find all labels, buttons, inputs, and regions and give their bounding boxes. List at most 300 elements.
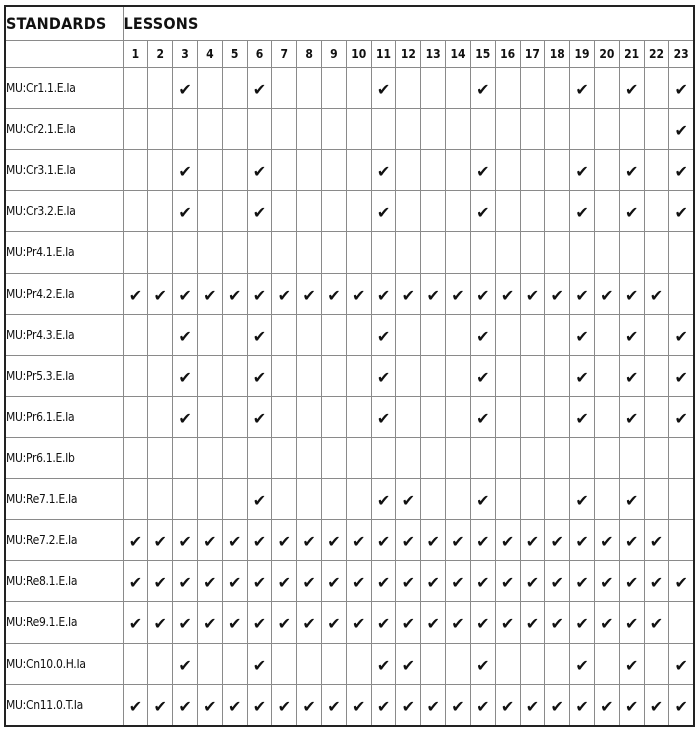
lesson-cell-11	[371, 191, 396, 232]
standard-label: MU:Re7.1.E.Ia	[5, 479, 123, 520]
lesson-cell-22	[644, 232, 669, 273]
lesson-number-1: 1	[123, 41, 148, 68]
check-mark-icon: ✔	[352, 285, 366, 305]
lesson-cell-3	[173, 643, 198, 684]
lesson-cell-6	[247, 520, 272, 561]
check-mark-icon: ✔	[451, 532, 465, 552]
check-mark-icon: ✔	[674, 367, 688, 387]
lesson-cell-6	[247, 479, 272, 520]
lesson-cell-14	[446, 68, 471, 109]
lesson-cell-16	[495, 602, 520, 643]
lesson-cell-20	[594, 355, 619, 396]
check-mark-icon: ✔	[674, 326, 688, 346]
lesson-cell-13	[421, 314, 446, 355]
lesson-cell-8	[297, 355, 322, 396]
lesson-cell-21	[619, 355, 644, 396]
lesson-cell-11	[371, 396, 396, 437]
lesson-cell-17	[520, 602, 545, 643]
lesson-cell-5	[222, 109, 247, 150]
lesson-cell-3	[173, 191, 198, 232]
lesson-cell-15	[470, 479, 495, 520]
lesson-cell-8	[297, 150, 322, 191]
check-mark-icon: ✔	[352, 696, 366, 716]
lesson-cell-1	[123, 273, 148, 314]
lesson-cell-21	[619, 479, 644, 520]
check-mark-icon: ✔	[401, 285, 416, 305]
lesson-cell-9	[322, 396, 347, 437]
check-mark-icon: ✔	[575, 285, 589, 305]
check-mark-icon: ✔	[227, 285, 242, 305]
lesson-cell-3	[173, 150, 198, 191]
check-mark-icon: ✔	[649, 285, 664, 305]
lesson-cell-4	[197, 355, 222, 396]
check-mark-icon: ✔	[476, 573, 490, 593]
lesson-number-15: 15	[470, 41, 495, 68]
lesson-cell-19	[570, 232, 595, 273]
lesson-cell-11	[371, 232, 396, 273]
check-mark-icon: ✔	[376, 367, 391, 387]
standard-label: MU:Cr1.1.E.Ia	[5, 68, 123, 109]
standard-label: MU:Pr4.1.E.Ia	[5, 232, 123, 273]
lesson-cell-9	[322, 684, 347, 726]
lesson-cell-18	[545, 602, 570, 643]
lesson-cell-19	[570, 561, 595, 602]
check-mark-icon: ✔	[178, 367, 192, 387]
lesson-cell-6	[247, 643, 272, 684]
lesson-cell-22	[644, 684, 669, 726]
check-mark-icon: ✔	[178, 326, 192, 346]
lesson-cell-14	[446, 150, 471, 191]
lesson-cell-3	[173, 479, 198, 520]
lesson-cell-12	[396, 191, 421, 232]
check-mark-icon: ✔	[203, 614, 217, 634]
lesson-cell-15	[470, 150, 495, 191]
lesson-cell-1	[123, 396, 148, 437]
standard-label: MU:Cr2.1.E.Ia	[5, 109, 123, 150]
lesson-cell-11	[371, 150, 396, 191]
standard-label: MU:Cn10.0.H.Ia	[5, 643, 123, 684]
lesson-cell-22	[644, 109, 669, 150]
lesson-cell-23	[669, 520, 694, 561]
lesson-cell-3	[173, 396, 198, 437]
lesson-cell-2	[148, 109, 173, 150]
lesson-cell-18	[545, 150, 570, 191]
check-mark-icon: ✔	[476, 285, 490, 305]
lesson-cell-17	[520, 684, 545, 726]
table-row	[5, 232, 694, 273]
lesson-cell-8	[297, 437, 322, 478]
check-mark-icon: ✔	[227, 573, 242, 593]
lesson-cell-6	[247, 561, 272, 602]
check-mark-icon: ✔	[575, 162, 589, 182]
lesson-cell-2	[148, 602, 173, 643]
lesson-cell-22	[644, 479, 669, 520]
check-mark-icon: ✔	[575, 696, 589, 716]
standard-label: MU:Pr4.2.E.Ia	[5, 273, 123, 314]
check-mark-icon: ✔	[600, 573, 614, 593]
check-mark-icon: ✔	[575, 80, 589, 100]
lesson-cell-15	[470, 684, 495, 726]
check-mark-icon: ✔	[525, 285, 540, 305]
lesson-cell-14	[446, 109, 471, 150]
lesson-cell-9	[322, 273, 347, 314]
table-row	[5, 561, 694, 602]
check-mark-icon: ✔	[674, 573, 688, 593]
lesson-cell-10	[346, 191, 371, 232]
check-mark-icon: ✔	[476, 532, 490, 552]
lesson-cell-9	[322, 314, 347, 355]
lesson-cell-3	[173, 602, 198, 643]
lesson-cell-6	[247, 437, 272, 478]
lesson-cell-7	[272, 602, 297, 643]
check-mark-icon: ✔	[550, 573, 564, 593]
lesson-cell-18	[545, 479, 570, 520]
check-mark-icon: ✔	[153, 573, 167, 593]
lesson-cell-1	[123, 150, 148, 191]
check-mark-icon: ✔	[153, 696, 167, 716]
lesson-cell-10	[346, 68, 371, 109]
check-mark-icon: ✔	[500, 285, 515, 305]
check-mark-icon: ✔	[624, 326, 639, 346]
check-mark-icon: ✔	[550, 285, 564, 305]
lesson-cell-9	[322, 191, 347, 232]
lesson-cell-17	[520, 68, 545, 109]
check-mark-icon: ✔	[277, 532, 291, 552]
lesson-cell-10	[346, 643, 371, 684]
lesson-cell-20	[594, 191, 619, 232]
table-body	[5, 68, 694, 727]
lesson-cell-12	[396, 520, 421, 561]
lesson-cell-7	[272, 150, 297, 191]
lesson-cell-13	[421, 396, 446, 437]
lesson-cell-15	[470, 643, 495, 684]
check-mark-icon: ✔	[624, 614, 639, 634]
lesson-cell-5	[222, 643, 247, 684]
check-mark-icon: ✔	[128, 614, 143, 634]
lesson-cell-19	[570, 479, 595, 520]
lesson-cell-11	[371, 602, 396, 643]
lesson-cell-22	[644, 643, 669, 684]
lesson-cell-3	[173, 561, 198, 602]
check-mark-icon: ✔	[327, 532, 341, 552]
check-mark-icon: ✔	[476, 367, 490, 387]
lesson-cell-10	[346, 273, 371, 314]
check-mark-icon: ✔	[178, 532, 192, 552]
lesson-cell-1	[123, 437, 148, 478]
lesson-cell-15	[470, 437, 495, 478]
lesson-cell-14	[446, 520, 471, 561]
check-mark-icon: ✔	[550, 696, 564, 716]
check-mark-icon: ✔	[376, 655, 391, 675]
lesson-cell-16	[495, 68, 520, 109]
check-mark-icon: ✔	[674, 80, 688, 100]
table-row	[5, 355, 694, 396]
check-mark-icon: ✔	[575, 532, 589, 552]
lesson-cell-5	[222, 437, 247, 478]
lesson-cell-12	[396, 437, 421, 478]
table-row	[5, 643, 694, 684]
lesson-cell-14	[446, 684, 471, 726]
check-mark-icon: ✔	[327, 614, 341, 634]
lesson-cell-7	[272, 109, 297, 150]
check-mark-icon: ✔	[575, 573, 589, 593]
lesson-cell-2	[148, 314, 173, 355]
check-mark-icon: ✔	[600, 532, 614, 552]
lesson-cell-9	[322, 109, 347, 150]
check-mark-icon: ✔	[327, 285, 341, 305]
lesson-cell-22	[644, 355, 669, 396]
lesson-cell-14	[446, 396, 471, 437]
lesson-cell-18	[545, 437, 570, 478]
lesson-cell-9	[322, 520, 347, 561]
lesson-cell-1	[123, 355, 148, 396]
lesson-cell-22	[644, 520, 669, 561]
check-mark-icon: ✔	[451, 285, 465, 305]
check-mark-icon: ✔	[476, 614, 490, 634]
lesson-cell-6	[247, 109, 272, 150]
lesson-cell-21	[619, 561, 644, 602]
lesson-cell-10	[346, 684, 371, 726]
check-mark-icon: ✔	[153, 614, 167, 634]
lesson-cell-4	[197, 314, 222, 355]
check-mark-icon: ✔	[352, 532, 366, 552]
lesson-cell-1	[123, 643, 148, 684]
lesson-cell-12	[396, 396, 421, 437]
lesson-cell-20	[594, 561, 619, 602]
lesson-cell-12	[396, 602, 421, 643]
lesson-cell-11	[371, 437, 396, 478]
check-mark-icon: ✔	[252, 696, 267, 716]
lesson-cell-7	[272, 355, 297, 396]
check-mark-icon: ✔	[476, 203, 490, 223]
check-mark-icon: ✔	[624, 203, 639, 223]
check-mark-icon: ✔	[674, 408, 688, 428]
lesson-cell-15	[470, 314, 495, 355]
lesson-cell-5	[222, 684, 247, 726]
table-row	[5, 437, 694, 478]
lesson-cell-19	[570, 684, 595, 726]
lesson-cell-2	[148, 355, 173, 396]
lesson-cell-13	[421, 273, 446, 314]
lesson-cell-20	[594, 314, 619, 355]
check-mark-icon: ✔	[178, 573, 192, 593]
check-mark-icon: ✔	[525, 614, 540, 634]
lesson-cell-10	[346, 561, 371, 602]
check-mark-icon: ✔	[575, 614, 589, 634]
check-mark-icon: ✔	[252, 162, 267, 182]
check-mark-icon: ✔	[451, 573, 465, 593]
lesson-cell-3	[173, 684, 198, 726]
lesson-cell-9	[322, 68, 347, 109]
lesson-cell-2	[148, 232, 173, 273]
lesson-cell-1	[123, 68, 148, 109]
check-mark-icon: ✔	[500, 573, 515, 593]
lesson-cell-15	[470, 232, 495, 273]
lesson-cell-14	[446, 602, 471, 643]
lesson-cell-18	[545, 191, 570, 232]
lesson-number-20: 20	[594, 41, 619, 68]
check-mark-icon: ✔	[575, 408, 589, 428]
lesson-cell-19	[570, 109, 595, 150]
lesson-cell-17	[520, 437, 545, 478]
check-mark-icon: ✔	[302, 696, 316, 716]
lesson-cell-12	[396, 232, 421, 273]
lesson-cell-16	[495, 191, 520, 232]
lesson-cell-2	[148, 561, 173, 602]
lesson-cell-13	[421, 643, 446, 684]
check-mark-icon: ✔	[376, 408, 391, 428]
lesson-cell-13	[421, 191, 446, 232]
lesson-cell-1	[123, 561, 148, 602]
check-mark-icon: ✔	[128, 696, 143, 716]
check-mark-icon: ✔	[178, 614, 192, 634]
lesson-cell-20	[594, 684, 619, 726]
lesson-cell-3	[173, 109, 198, 150]
check-mark-icon: ✔	[600, 614, 614, 634]
check-mark-icon: ✔	[426, 532, 440, 552]
check-mark-icon: ✔	[575, 367, 589, 387]
lesson-cell-5	[222, 602, 247, 643]
check-mark-icon: ✔	[327, 696, 341, 716]
check-mark-icon: ✔	[624, 491, 639, 511]
lesson-cell-17	[520, 273, 545, 314]
lesson-cell-3	[173, 68, 198, 109]
lesson-cell-21	[619, 684, 644, 726]
lesson-cell-1	[123, 479, 148, 520]
lesson-cell-11	[371, 68, 396, 109]
lesson-cell-22	[644, 273, 669, 314]
lesson-cell-20	[594, 68, 619, 109]
lesson-cell-12	[396, 479, 421, 520]
check-mark-icon: ✔	[252, 491, 267, 511]
check-mark-icon: ✔	[674, 121, 688, 141]
lessons-heading: LESSONS	[123, 6, 694, 41]
lesson-cell-18	[545, 520, 570, 561]
lesson-cell-12	[396, 314, 421, 355]
lesson-cell-3	[173, 314, 198, 355]
standard-label: MU:Re8.1.E.Ia	[5, 561, 123, 602]
lesson-cell-20	[594, 643, 619, 684]
lesson-cell-21	[619, 314, 644, 355]
lesson-cell-7	[272, 437, 297, 478]
lesson-cell-16	[495, 109, 520, 150]
table-row	[5, 479, 694, 520]
lesson-cell-21	[619, 273, 644, 314]
lesson-cell-7	[272, 643, 297, 684]
lesson-cell-12	[396, 109, 421, 150]
lesson-cell-11	[371, 479, 396, 520]
lesson-cell-15	[470, 191, 495, 232]
lesson-cell-6	[247, 191, 272, 232]
lesson-cell-6	[247, 68, 272, 109]
table-row	[5, 150, 694, 191]
lesson-cell-7	[272, 273, 297, 314]
check-mark-icon: ✔	[600, 696, 614, 716]
lesson-cell-4	[197, 520, 222, 561]
lesson-cell-16	[495, 684, 520, 726]
check-mark-icon: ✔	[376, 532, 391, 552]
lesson-cell-10	[346, 437, 371, 478]
lesson-cell-16	[495, 232, 520, 273]
lesson-cell-19	[570, 643, 595, 684]
lesson-cell-22	[644, 602, 669, 643]
table-row	[5, 602, 694, 643]
lesson-cell-2	[148, 191, 173, 232]
table-row	[5, 314, 694, 355]
lesson-cell-6	[247, 232, 272, 273]
check-mark-icon: ✔	[575, 655, 589, 675]
lesson-cell-17	[520, 150, 545, 191]
lesson-cell-23	[669, 561, 694, 602]
check-mark-icon: ✔	[476, 162, 490, 182]
lesson-cell-10	[346, 150, 371, 191]
lesson-number-17: 17	[520, 41, 545, 68]
lesson-cell-5	[222, 68, 247, 109]
check-mark-icon: ✔	[252, 326, 267, 346]
check-mark-icon: ✔	[203, 696, 217, 716]
lesson-cell-1	[123, 520, 148, 561]
lesson-cell-6	[247, 602, 272, 643]
check-mark-icon: ✔	[302, 573, 316, 593]
check-mark-icon: ✔	[649, 532, 664, 552]
blank-header-cell	[5, 41, 123, 68]
lesson-cell-19	[570, 68, 595, 109]
lesson-cell-8	[297, 602, 322, 643]
check-mark-icon: ✔	[376, 162, 391, 182]
lesson-number-row	[5, 41, 694, 68]
lesson-cell-9	[322, 232, 347, 273]
check-mark-icon: ✔	[674, 162, 688, 182]
lesson-cell-23	[669, 479, 694, 520]
lesson-cell-11	[371, 355, 396, 396]
lesson-cell-15	[470, 602, 495, 643]
standard-label: MU:Cn11.0.T.Ia	[5, 684, 123, 726]
standard-label: MU:Re9.1.E.Ia	[5, 602, 123, 643]
lesson-cell-16	[495, 355, 520, 396]
check-mark-icon: ✔	[252, 614, 267, 634]
lesson-cell-17	[520, 232, 545, 273]
lesson-cell-11	[371, 314, 396, 355]
check-mark-icon: ✔	[525, 532, 540, 552]
lesson-cell-11	[371, 561, 396, 602]
check-mark-icon: ✔	[376, 696, 391, 716]
lesson-cell-13	[421, 684, 446, 726]
lesson-number-18: 18	[545, 41, 570, 68]
check-mark-icon: ✔	[500, 614, 515, 634]
check-mark-icon: ✔	[624, 285, 639, 305]
lesson-cell-16	[495, 561, 520, 602]
check-mark-icon: ✔	[352, 614, 366, 634]
check-mark-icon: ✔	[277, 573, 291, 593]
lesson-cell-4	[197, 684, 222, 726]
lesson-cell-12	[396, 355, 421, 396]
lesson-cell-19	[570, 602, 595, 643]
lesson-cell-6	[247, 273, 272, 314]
lesson-cell-21	[619, 191, 644, 232]
lesson-number-10: 10	[346, 41, 371, 68]
check-mark-icon: ✔	[476, 655, 490, 675]
lesson-cell-5	[222, 396, 247, 437]
lesson-cell-21	[619, 396, 644, 437]
check-mark-icon: ✔	[178, 285, 192, 305]
lesson-cell-9	[322, 602, 347, 643]
check-mark-icon: ✔	[674, 655, 688, 675]
lesson-cell-17	[520, 396, 545, 437]
lesson-cell-14	[446, 232, 471, 273]
lesson-cell-22	[644, 396, 669, 437]
lesson-cell-20	[594, 437, 619, 478]
check-mark-icon: ✔	[376, 203, 391, 223]
